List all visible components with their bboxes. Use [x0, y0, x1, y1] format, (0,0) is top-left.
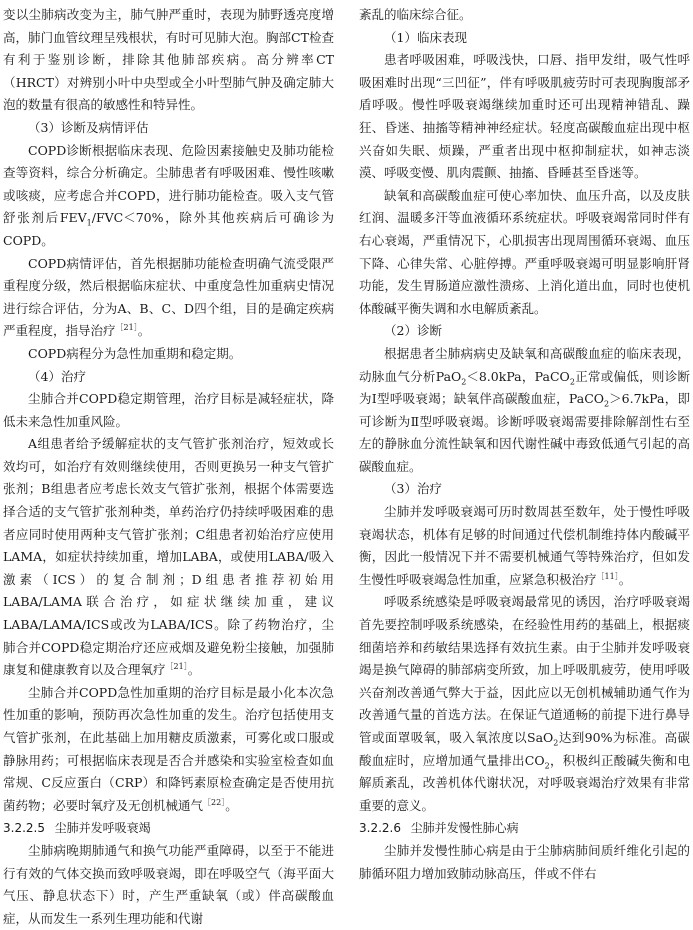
text-run: COPD病程分为急性加重期和稳定期。	[28, 345, 242, 361]
text-run: ＞6.7kPa，即可诊断为Ⅱ型呼吸衰竭。诊断呼吸衰竭需要排除解剖性右至左的静脉血分流性缺氧和因代谢性碱中毒致低通气引起的高碳酸血症。	[359, 391, 690, 474]
text-run: 根据患者尘肺病病史及缺氧和高碳酸血症的临床表现，动脉血气分析PaO	[359, 345, 690, 384]
text-run: 。	[618, 571, 632, 587]
text-run: 缺氧和高碳酸血症可使心率加快、血压升高，以及皮肤红润、温暖多汗等血液循环系统症状。呼吸衰竭常同时伴有右心衰竭，严重情况下，心肌损害出现周围循环衰竭、血压下降、心律失常、心脏停搏。严重呼吸衰竭可明显影响肝肾功能，发生胃肠道应激性溃疡、上消化道出血，同时也使机体酸碱平衡失调和水电解质紊乱。	[359, 187, 690, 316]
right-column	[359, 4, 690, 885]
paragraph	[359, 49, 690, 185]
citation-ref: ［21］	[115, 323, 138, 333]
text-run: 患者呼吸困难，呼吸浅快，口唇、指甲发绀，吸气性呼吸困难时出现“三凹征”，伴有呼吸肌疲劳时可表现胸腹部矛盾呼吸。慢性呼吸衰竭继续加重时还可出现精神错乱、躁狂、昏迷、抽搐等精神神经症状。轻度高碳酸血症出现中枢兴奋如失眠、烦躁，严重者出现中枢抑制症状，如神志淡漠、呼吸变慢、肌肉震颤、抽搐、昏睡甚至昏迷等。	[359, 52, 690, 181]
section-title: 尘肺并发呼吸衰竭	[54, 821, 151, 836]
paragraph	[3, 682, 334, 818]
text-run: 尘肺病晚期肺通气和换气功能严重障碍，以至于不能进行有效的气体交换而致呼吸衰竭，即在呼吸空气（海平面大气压、静息状态下）时，产生严重缺氧（或）伴高碳酸血症，从而发生一系列生理功能和代谢	[3, 842, 334, 926]
subscript: 2	[553, 738, 559, 748]
paragraph	[3, 433, 334, 682]
text-run: 正常或偏低，则诊断为Ⅰ型呼吸衰竭；缺氧伴高碳酸血症，PaCO	[359, 368, 690, 407]
paragraph	[3, 253, 334, 343]
text-run: 尘肺并发慢性肺心病是由于尘肺病肺间质纤维化引起的肺循环阻力增加致肺动脉高压，伴或不伴右	[359, 842, 690, 881]
subsection-heading: （3）治疗	[384, 481, 442, 497]
text-run: ，积极纠正酸碱失衡和电解质紊乱，改善机体代谢状况，对呼吸衰竭治疗效果有非常重要的意义。	[359, 752, 690, 813]
paragraph	[3, 140, 334, 253]
text-run: COPD诊断根据临床表现、危险因素接触史及肺功能检查等资料，综合分析确定。尘肺患者有呼吸困难、慢性咳嗽或咳痰，应考虑合并COPD，进行肺功能检查。吸入支气管舒张剂后FEV	[3, 142, 334, 226]
left-column	[3, 4, 334, 930]
subsection-heading: （4）治疗	[28, 368, 86, 384]
text-run: A组患者给予缓解症状的支气管扩张剂治疗，短效或长效均可，如治疗有效则继续使用，否则更换另一种支气管扩张剂；B组患者应考虑长效支气管扩张剂，根据个体需要选择合适的支气管扩张剂种类，单药治疗仍持续呼吸困难的患者应同时使用两种支气管扩张剂；C组患者初始治疗应使用LAMA，如症状持续加重，增加LABA，或使用LABA/吸入激素（ICS）的复合制剂；D组患者推荐初始用LABA/LAMA联合治疗，如症状继续加重，建议LABA/LAMA/ICS或改为LABA/ICS。除了药物治疗，尘肺合并COPD稳定期治疗还应戒烟及避免粉尘接触，加强肺康复和健康教育以及合理氧疗	[3, 436, 334, 678]
paragraph	[3, 388, 334, 433]
paragraph	[359, 591, 690, 817]
subscript: 2	[461, 377, 467, 386]
citation-ref: ［21］	[165, 662, 188, 672]
text-run: /FVC＜70%，除外其他疾病后可确诊为COPD。	[3, 210, 334, 248]
text-run: 达到90%为标准。高碳酸血症时，应增加通气量排出CO	[359, 730, 690, 768]
citation-ref: ［22］	[203, 797, 226, 807]
text-run: 。	[225, 797, 238, 813]
continued-paragraph: 紊乱的临床综合征。	[359, 7, 472, 22]
paragraph	[359, 185, 690, 321]
section-number: 3.2.2.5	[3, 821, 45, 836]
text-run: 尘肺合并COPD稳定期管理，治疗目标是减轻症状，降低未来急性加重风险。	[3, 391, 334, 429]
text-run: 尘肺合并COPD急性加重期的治疗目标是最小化本次急性加重的影响，预防再次急性加重的发生。治疗包括使用支气管扩张剂，在此基础上加用糖皮质激素，可雾化或口服或静脉用药；可根据临床表现是否合并感染和实验室检查如血常规、C反应蛋白（CRP）和降钙素原检查确定是否使用抗菌药物；必要时氧疗及无创机械通气	[3, 684, 334, 813]
paragraph	[359, 343, 690, 479]
citation-ref: ［11］	[596, 571, 619, 581]
subsection-heading: （3）诊断及病情评估	[28, 119, 149, 135]
paragraph	[3, 343, 334, 366]
continued-paragraph: 变以尘肺病改变为主，肺气肿严重时，表现为肺野透亮度增高，肺门血管纹理呈残根状，有时可见肺大泡。胸部CT检查有利于鉴别诊断，排除其他肺部疾病。高分辨率CT（HRCT）对辨别小叶中央型或全小叶型肺气肿及确定肺大泡的数量有很高的敏感性和特异性。	[3, 7, 334, 113]
text-run: 。	[137, 323, 151, 339]
subscript: 1	[86, 218, 92, 228]
text-run: 呼吸系统感染是呼吸衰竭最常见的诱因，治疗呼吸衰竭首先要控制呼吸系统感染，在经验性用药的基础上，根据痰细菌培养和药敏结果选择有效抗生素。由于尘肺并发呼吸衰竭是换气障碍的肺部病变所致，加上呼吸肌疲劳，使用呼吸兴奋剂改善通气弊大于益，因此应以无创机械辅助通气作为改善通气量的首选方法。在保证气道通畅的前提下进行鼻导管或面罩吸氧，吸入氧浓度以SaO	[359, 594, 690, 745]
subscript: 2	[544, 761, 550, 771]
paragraph	[3, 840, 334, 930]
paragraph	[359, 501, 690, 591]
section-title: 尘肺并发慢性肺心病	[410, 821, 519, 836]
subsection-heading: （1）临床表现	[384, 29, 467, 45]
paragraph	[359, 840, 690, 885]
text-run: ＜8.0kPa，PaCO	[466, 368, 570, 384]
text-run: 。	[187, 662, 201, 678]
section-heading	[359, 817, 690, 840]
subscript: 2	[604, 399, 610, 409]
subsection-heading: （2）诊断	[384, 323, 442, 339]
subscript: 2	[569, 377, 575, 386]
text-run: COPD病情评估，首先根据肺功能检查明确气流受限严重程度分级，然后根据临床症状、中重度急性加重病史情况进行综合评估，分为A、B、C、D四个组，目的是确定疾病严重程度，指导治疗	[3, 255, 334, 339]
section-heading	[3, 817, 334, 840]
section-number: 3.2.2.6	[359, 821, 401, 836]
text-run: 尘肺并发呼吸衰竭可历时数周甚至数年，处于慢性呼吸衰竭状态，机体有足够的时间通过代偿机制维持体内酸碱平衡，因此一般情况下并不需要机械通气等特殊治疗，但如发生慢性呼吸衰竭急性加重，应紧急积极治疗	[359, 504, 690, 587]
